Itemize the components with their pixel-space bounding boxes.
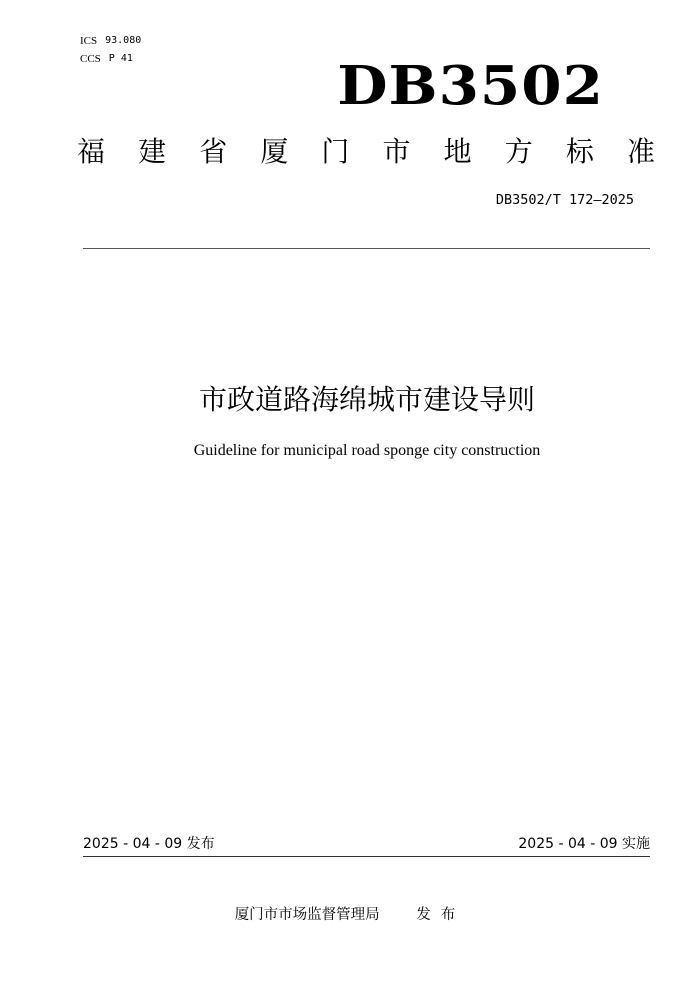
ics-value: 93.080 (105, 35, 142, 46)
ics-row (80, 32, 141, 50)
standard-type-char: 准 (626, 135, 655, 168)
implementation-date: 2025 - 04 - 09 实施 (518, 836, 650, 852)
standard-type-char: 市 (382, 135, 411, 168)
standard-type-char: 门 (321, 135, 350, 168)
standard-type-char: 福 (76, 135, 105, 168)
publisher-action: 发布 (416, 907, 466, 923)
standard-type-char: 标 (565, 135, 594, 168)
standard-code: DB3502 (337, 54, 604, 117)
standard-type-char: 地 (443, 135, 472, 168)
ics-label: ICS (80, 35, 98, 47)
standard-type-char: 厦 (260, 135, 289, 168)
standard-number: DB3502/T 172—2025 (495, 192, 634, 208)
standard-type-char: 建 (138, 135, 167, 168)
top-divider (83, 248, 650, 249)
ccs-label: CCS (80, 53, 101, 65)
bottom-divider (83, 856, 650, 857)
classification-block (80, 32, 141, 68)
document-title-zh: 市政道路海绵城市建设导则 (198, 383, 535, 416)
standard-type-char: 方 (504, 135, 533, 168)
ccs-row (80, 50, 141, 68)
standard-type-heading (76, 132, 656, 172)
ccs-value: P 41 (108, 53, 133, 64)
standard-type-char: 省 (199, 135, 228, 168)
publisher-org: 厦门市市场监督管理局 (234, 907, 380, 923)
issue-date: 2025 - 04 - 09 发布 (83, 836, 215, 852)
document-title-en: Guideline for municipal road sponge city construction (193, 442, 541, 459)
publisher-line (0, 904, 700, 926)
